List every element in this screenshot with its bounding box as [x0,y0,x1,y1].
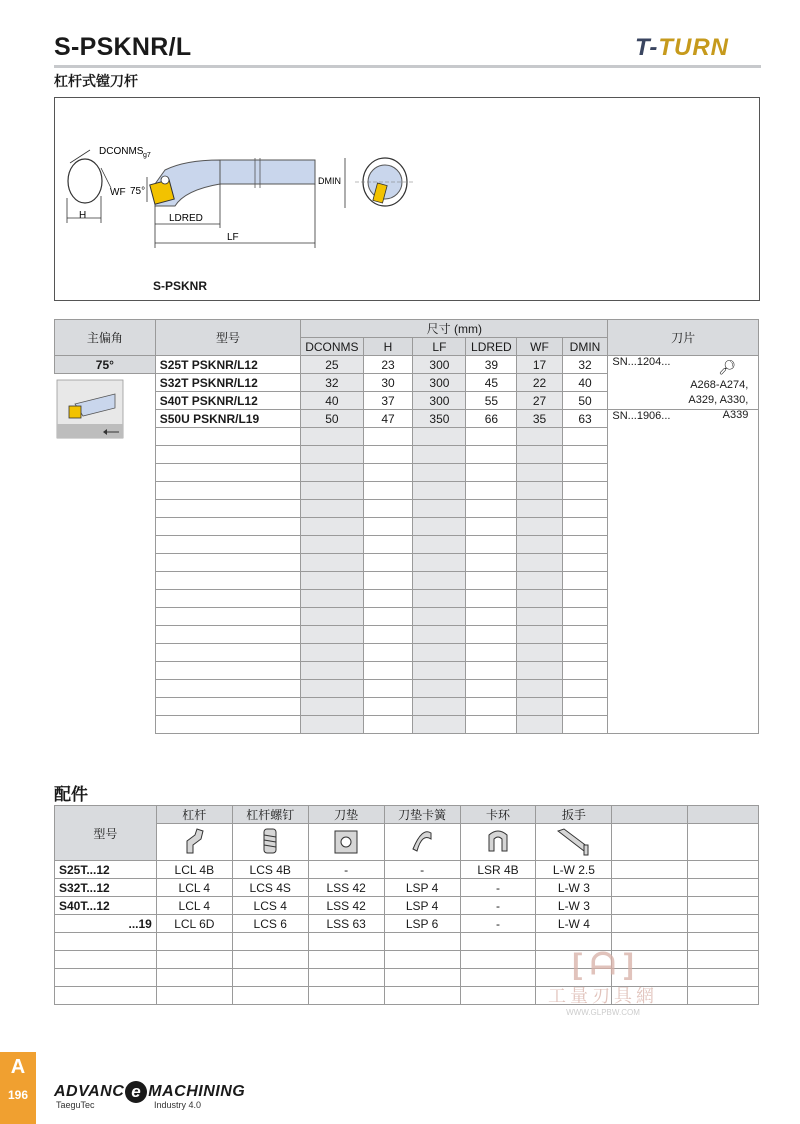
empty-cell [612,824,688,861]
table-row [55,897,759,915]
model-cell: S32T PSKNR/L12 [155,374,300,392]
value-cell: 32 [301,374,363,392]
t-turn-logo [635,34,729,62]
value-cell: 40 [301,392,363,410]
acc-value: LCL 6D [156,915,232,933]
insert-cell-2 [608,410,759,734]
watermark-url: WWW.GLPBW.COM [566,1008,640,1017]
value-cell: 17 [517,356,562,374]
value-cell: 40 [562,374,608,392]
acc-header-lever-screw: 杠杆螺钉 [232,806,308,824]
value-cell: 25 [301,356,363,374]
page-section-letter: A [10,1056,26,1078]
acc-model: S40T...12 [55,897,157,915]
watermark-logo-icon: [ ᗩ ] [572,948,634,981]
page-ref: A329, A330, [688,394,749,406]
shank-body [220,160,315,184]
table-row [55,356,759,374]
value-cell: 22 [517,374,562,392]
acc-value: - [460,915,536,933]
acc-value: LSP 6 [384,915,460,933]
acc-model: S32T...12 [55,879,157,897]
industry-label: Industry 4.0 [154,1100,202,1110]
accessories-title: 配件 [54,785,88,805]
acc-value: LCS 4 [232,897,308,915]
header-main-angle: 主偏角 [55,320,156,356]
col-h: H [363,338,413,356]
acc-value: LCL 4 [156,897,232,915]
value-cell: 66 [466,410,517,428]
brand-prefix: T- [635,34,659,61]
watermark-text: 工量刃具網 [548,986,658,1007]
page-subtitle: 杠杆式镗刀杆 [54,74,138,90]
lever-icon [156,824,232,861]
snap-ring-icon [460,824,536,861]
acc-header-shim: 刀垫 [308,806,384,824]
brand-e: e [125,1081,147,1103]
acc-value: L-W 3 [536,879,612,897]
value-cell: 50 [301,410,363,428]
title-divider [54,65,761,68]
page-ref: A339 [722,409,749,421]
shank-end-view [68,159,102,203]
acc-header-wrench: 扳手 [536,806,612,824]
wrench-icon [536,824,612,861]
model-cell: S25T PSKNR/L12 [155,356,300,374]
value-cell: 35 [517,410,562,428]
acc-value: L-W 2.5 [536,861,612,879]
acc-value: LCL 4B [156,861,232,879]
insert-code-2: SN...1906... [612,410,671,422]
header-model: 型号 [155,320,300,356]
acc-header-empty [688,806,759,824]
table-row [55,879,759,897]
page-number: 196 [7,1088,29,1102]
acc-value: LSP 4 [384,879,460,897]
insert-icon [150,180,174,204]
tool-drawing [55,98,759,300]
col-wf: WF [517,338,562,356]
label-h: H [79,210,87,221]
table-row [55,861,759,879]
value-cell: 55 [466,392,517,410]
acc-value: LSS 63 [308,915,384,933]
watermark [536,948,670,1017]
value-cell: 300 [413,392,466,410]
value-cell: 300 [413,356,466,374]
brand-left: ADVANC [54,1083,125,1101]
dimensions-table [54,319,759,734]
diagram-caption: S-PSKNR [153,279,208,293]
empty-cell [688,824,759,861]
value-cell: 300 [413,374,466,392]
acc-value: L-W 4 [536,915,612,933]
value-cell: 32 [562,356,608,374]
acc-header-shim-spring: 刀垫卡簧 [384,806,460,824]
value-cell: 63 [562,410,608,428]
tool-illustration [55,374,156,734]
label-wf: WF [110,187,126,198]
value-cell: 30 [363,374,413,392]
acc-value: LCL 4 [156,879,232,897]
col-ldred: LDRED [466,338,517,356]
acc-model: S25T...12 [55,861,157,879]
acc-header-snap-ring: 卡环 [460,806,536,824]
taegutec-label: TaeguTec [56,1100,95,1110]
label-dconms-sub: g7 [143,152,151,159]
magnifier-icon: 🔎︎ [718,359,737,375]
acc-model: ...19 [55,915,157,933]
label-dmin: DMIN [318,176,341,186]
label-angle: 75° [130,186,146,197]
insert-code-1: SN...1204... [612,356,671,368]
value-cell: 50 [562,392,608,410]
acc-value: - [384,861,460,879]
brand-right: MACHINING [148,1083,246,1101]
label-lf: LF [227,232,239,243]
page-title: S-PSKNR/L [54,33,192,61]
acc-header-empty [612,806,688,824]
angle-value: 75° [55,356,156,374]
value-cell: 39 [466,356,517,374]
label-dconms: DCONMS [99,146,144,157]
spring-icon [384,824,460,861]
value-cell: 47 [363,410,413,428]
acc-value: - [308,861,384,879]
value-cell: 27 [517,392,562,410]
table-row [55,915,759,933]
acc-value: - [460,879,536,897]
acc-value: LCS 4S [232,879,308,897]
col-dmin: DMIN [562,338,608,356]
header-insert: 刀片 [608,320,759,356]
shim-icon [308,824,384,861]
acc-value: LSS 42 [308,897,384,915]
tool-diagram [54,97,760,301]
model-cell: S40T PSKNR/L12 [155,392,300,410]
label-ldred: LDRED [169,213,203,224]
acc-value: LCS 4B [232,861,308,879]
table-row [55,410,759,428]
boring-illustration [55,374,125,444]
acc-value: LCS 6 [232,915,308,933]
acc-header-model: 型号 [55,806,157,861]
acc-value: LSS 42 [308,879,384,897]
acc-value: LSR 4B [460,861,536,879]
acc-value: - [460,897,536,915]
value-cell: 23 [363,356,413,374]
acc-header-lever: 杠杆 [156,806,232,824]
value-cell: 37 [363,392,413,410]
acc-value: LSP 4 [384,897,460,915]
brand-main: TURN [658,34,729,61]
value-cell: 45 [466,374,517,392]
value-cell: 350 [413,410,466,428]
header-dimensions: 尺寸 (mm) [301,320,608,338]
screw-icon [232,824,308,861]
model-cell: S50U PSKNR/L19 [155,410,300,428]
acc-value: L-W 3 [536,897,612,915]
col-lf: LF [413,338,466,356]
page-ref: A268-A274, [690,379,749,391]
col-dconms: DCONMS [301,338,363,356]
